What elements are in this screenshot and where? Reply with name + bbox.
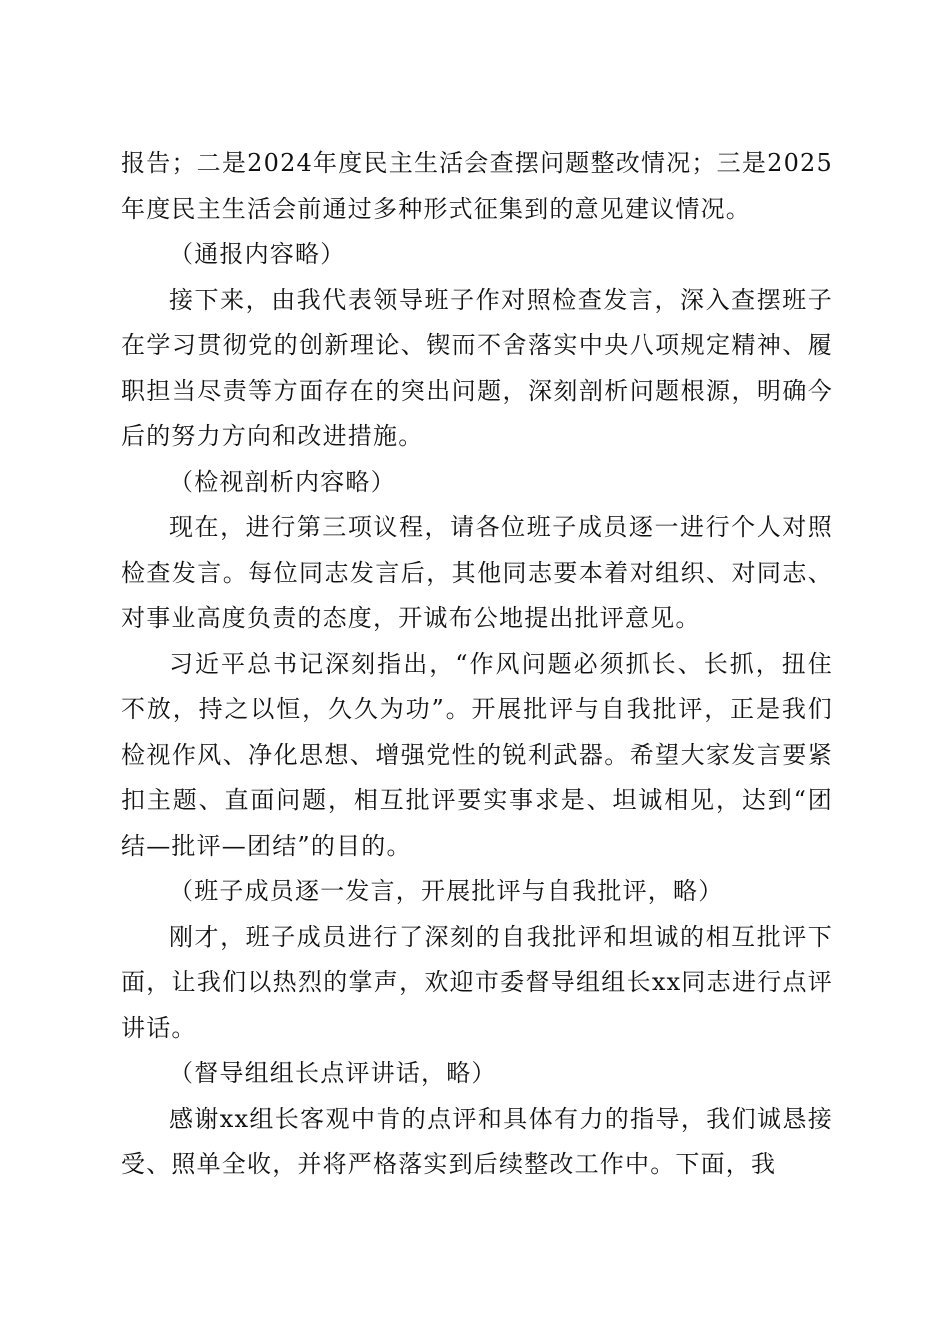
paragraph-leadership-review: 接下来，由我代表领导班子作对照检查发言，深入查摆班子在学习贯彻党的创新理论、锲而不舍落实中央八项规定精神、履职担当尽责等方面存在的突出问题，深刻剖析问题根源，明确今后的努力方向和改进措施。 [121,285,833,450]
paragraph-thanks: 感谢xx组长客观中肯的点评和具体有力的指导，我们诚恳接受、照单全收，并将严格落实到后续整改工作中。下面，我 [121,1104,833,1178]
paragraph-quote: 习近平总书记深刻指出，“作风问题必须抓长、长抓，扭住不放，持之以恒，久久为功”。开展批评与自我批评，正是我们检视作风、净化思想、增强党性的锐利武器。希望大家发言要紧扣主题、直面问题，相互批评要实事求是、坦诚相见，达到“团结—批评—团结”的目的。 [121,649,833,860]
paragraph-third-agenda: 现在，进行第三项议程，请各位班子成员逐一进行个人对照检查发言。每位同志发言后，其他同志要本着对组织、对同志、对事业高度负责的态度，开诚布公地提出批评意见。 [121,513,833,632]
document-body [121,141,833,1188]
paragraph-review-omitted: （检视剖析内容略） [169,467,396,496]
paragraph-report-items: 报告；二是2024年度民主生活会查摆问题整改情况；三是2025年度民主生活会前通过多种形式征集到的意见建议情况。 [121,149,833,223]
paragraph-supervisor-omitted: （督导组组长点评讲话，略） [169,1059,497,1087]
paragraph-notice-omitted: （通报内容略） [169,240,346,268]
paragraph-members-omitted: （班子成员逐一发言，开展批评与自我批评，略） [169,877,724,905]
paragraph-welcome-supervisor: 刚才，班子成员进行了深刻的自我批评和坦诚的相互批评下面，让我们以热烈的掌声，欢迎市委督导组组长xx同志进行点评讲话。 [121,922,833,1042]
